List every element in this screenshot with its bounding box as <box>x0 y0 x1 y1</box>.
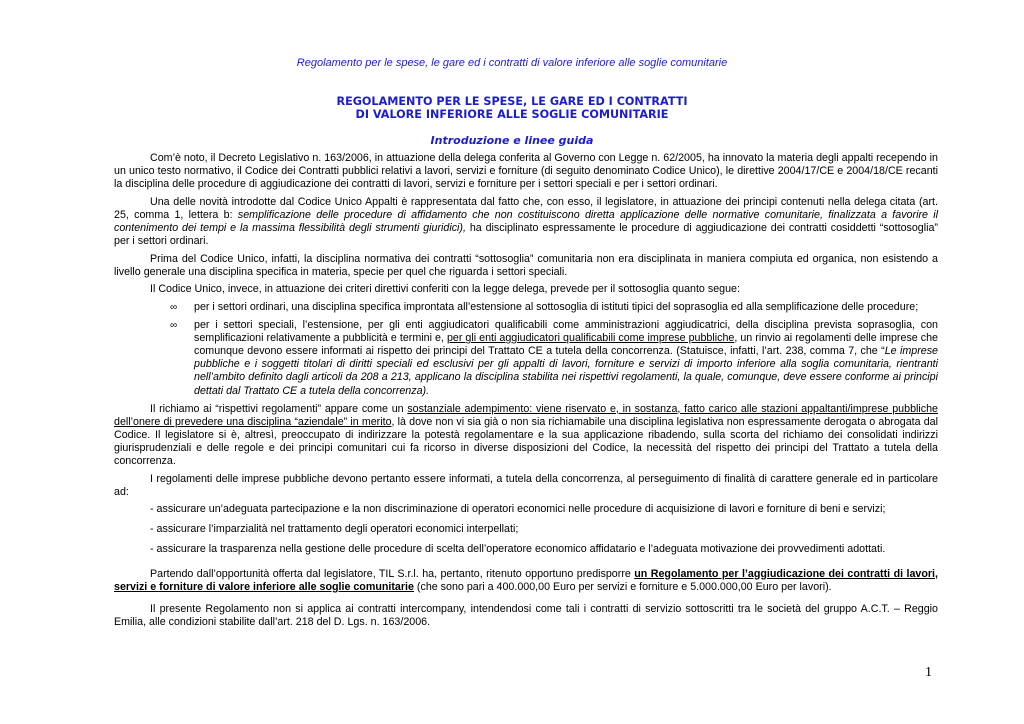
paragraph-5-text-a: Il richiamo ai “rispettivi regolamenti” appare come un <box>150 402 408 415</box>
page-number: 1 <box>925 665 932 680</box>
paragraph-5-underlined: sostanziale adempimento: viene riservato e, in sostanza, fatto carico alle stazioni appaltanti/imprese pubbliche dell’onere di prevedere una disciplina “aziendale” in merito, <box>114 402 938 428</box>
paragraph-7-text-a: Partendo dall’opportunità offerta dal legislatore, TIL S.r.l. ha, pertanto, ritenuto opportuno predisporre <box>150 567 635 580</box>
bullet-2-underlined: per gli enti aggiudicatori qualificabili come imprese pubbliche <box>446 332 735 345</box>
bullet-2-italic-quote: Le imprese pubbliche e i soggetti titolari di diritti speciali ed esclusivi per gli appalti di lavori, forniture e servizi di importo inferiore alla soglia comunitaria, rientranti nell’ambito definito dagli articoli da 208 a 213, applicano la disciplina stabilita nei rispettivi regolamenti, la quale, comunque, deve essere conforme ai principi dettati dal Trattato CE a tutela della concorrenza). <box>194 345 938 397</box>
paragraph-4: Il Codice Unico, invece, in attuazione dei criteri direttivi conferiti con la legge delega, prevede per il sottosoglia quanto segue: <box>150 283 740 296</box>
section-subtitle: Introduzione e linee guida <box>430 134 594 147</box>
title-line-2: DI VALORE INFERIORE ALLE SOGLIE COMUNITARIE <box>355 107 669 121</box>
paragraph-2-text-a: Una delle novità introdotte dal Codice Unico Appalti è rappresentata dal fatto che, con esso, il legislatore, in attuazione dei principi contenuti nella delega citata (art. 25, comma 1, lettera b: <box>114 195 938 221</box>
running-header: Regolamento per le spese, le gare ed i contratti di valore inferiore alle soglie comunitarie <box>296 57 728 69</box>
paragraph-5-text-b: là dove non vi sia già o non sia richiamabile una disciplina legislativa non espressamente derogata o abrogata dal Codice. Il legislatore si è, altresì, preoccupato di indirizzare la potestà regolamentare e la sua applicazione ribadendo, sulla scorta del richiamo dei consolidati indirizzi giurisprudenziali e delle regole e dei principi comunitari cui fa ricorso in diverse disposizioni del Codice, la necessità del rispetto dei principi del Trattato a tutela della concorrenza. <box>114 415 938 467</box>
paragraph-5 <box>114 403 938 468</box>
paragraph-2-text-b: ha disciplinato espressamente le procedure di aggiudicazione dei contratti cosiddetti “sottosoglia” per i settori ordinari. <box>114 221 938 248</box>
paragraph-3: Prima del Codice Unico, infatti, la disciplina normativa dei contratti “sottosoglia” comunitaria non era disciplinata in maniera compiuta ed organica, non esistendo a livello generale una disciplina specifica in materia, specie per quel che riguarda i settori speciali. <box>114 252 938 278</box>
paragraph-7-bold-underlined: un Regolamento per l’aggiudicazione dei contratti di lavori, servizi e forniture di valore inferiore alle soglie comunitarie <box>114 567 939 593</box>
title-line-1: REGOLAMENTO PER LE SPESE, LE GARE ED I CONTRATTI <box>336 95 688 108</box>
paragraph-6: I regolamenti delle imprese pubbliche devono pertanto essere informati, a tutela della concorrenza, al perseguimento di finalità di carattere generale ed in particolare ad: <box>114 472 938 498</box>
bullet-2-text-a: per i settori speciali, l’estensione, per gli enti aggiudicatori qualificabili come amministrazioni aggiudicatrici, della disciplina prevista soprasoglia, con semplificazioni relativamente a pubblicità e termini e, <box>194 319 938 345</box>
list-item <box>114 301 938 314</box>
paragraph-7 <box>114 568 938 594</box>
document-title <box>0 96 1024 121</box>
paragraph-2 <box>114 196 938 248</box>
document-body <box>114 152 938 633</box>
infinity-bullet-icon: ∞ <box>170 301 178 313</box>
list-item <box>114 319 938 398</box>
dash-item-3: - assicurare la trasparenza nella gestione delle procedure di scelta dell’operatore economico affidatario e l’adeguata motivazione dei provvedimenti adottati. <box>150 543 886 556</box>
bullet-list <box>114 301 938 398</box>
dash-item-1: - assicurare un’adeguata partecipazione e la non discriminazione di operatori economici nelle procedure di acquisizione di lavori e forniture di beni e servizi; <box>150 503 886 516</box>
bullet-2-text-b: , un rinvio ai regolamenti delle imprese che comunque devono essere informati ai rispetto dei principi del Trattato CE a tutela della concorrenza. (Statuisce, infatti, l’art. 238, comma 7, che “ <box>194 332 938 358</box>
paragraph-2-italic-quote: semplificazione delle procedure di affidamento che non costituiscono diretta applicazione delle normative comunitarie, finalizzata a favorire il contenimento dei tempi e la massima flessibilità degli strumenti giuridici), <box>114 208 938 234</box>
infinity-bullet-icon: ∞ <box>170 320 178 332</box>
dash-item-2: - assicurare l’imparzialità nel trattamento degli operatori economici interpellati; <box>150 523 519 536</box>
paragraph-8: Il presente Regolamento non si applica ai contratti intercompany, intendendosi come tali i contratti di servizio sottoscritti tra le società del gruppo A.C.T. – Reggio Emilia, alle condizioni stabilite dall’art. 218 del D. Lgs. n. 163/2006. <box>114 602 938 628</box>
paragraph-1: Com’è noto, il Decreto Legislativo n. 163/2006, in attuazione della delega conferita al Governo con Legge n. 62/2005, ha innovato la materia degli appalti recependo in un unico testo normativo, il Codice dei Contratti pubblici relativi a lavori, servizi e forniture (di seguito denominato Codice Unico), le direttive 2004/17/CE e 2004/18/CE recanti la disciplina delle procedure di aggiudicazione dei contratti di lavori, servizi e forniture per i settori speciali e per i settori ordinari. <box>114 152 938 191</box>
paragraph-7-text-b: (che sono pari a 400.000,00 Euro per servizi e forniture e 5.000.000,00 Euro per lavori). <box>413 580 832 593</box>
bullet-1-text: per i settori ordinari, una disciplina specifica improntata all’estensione al sottosoglia di istituti tipici del soprasoglia ed alla semplificazione delle procedure; <box>194 300 919 313</box>
